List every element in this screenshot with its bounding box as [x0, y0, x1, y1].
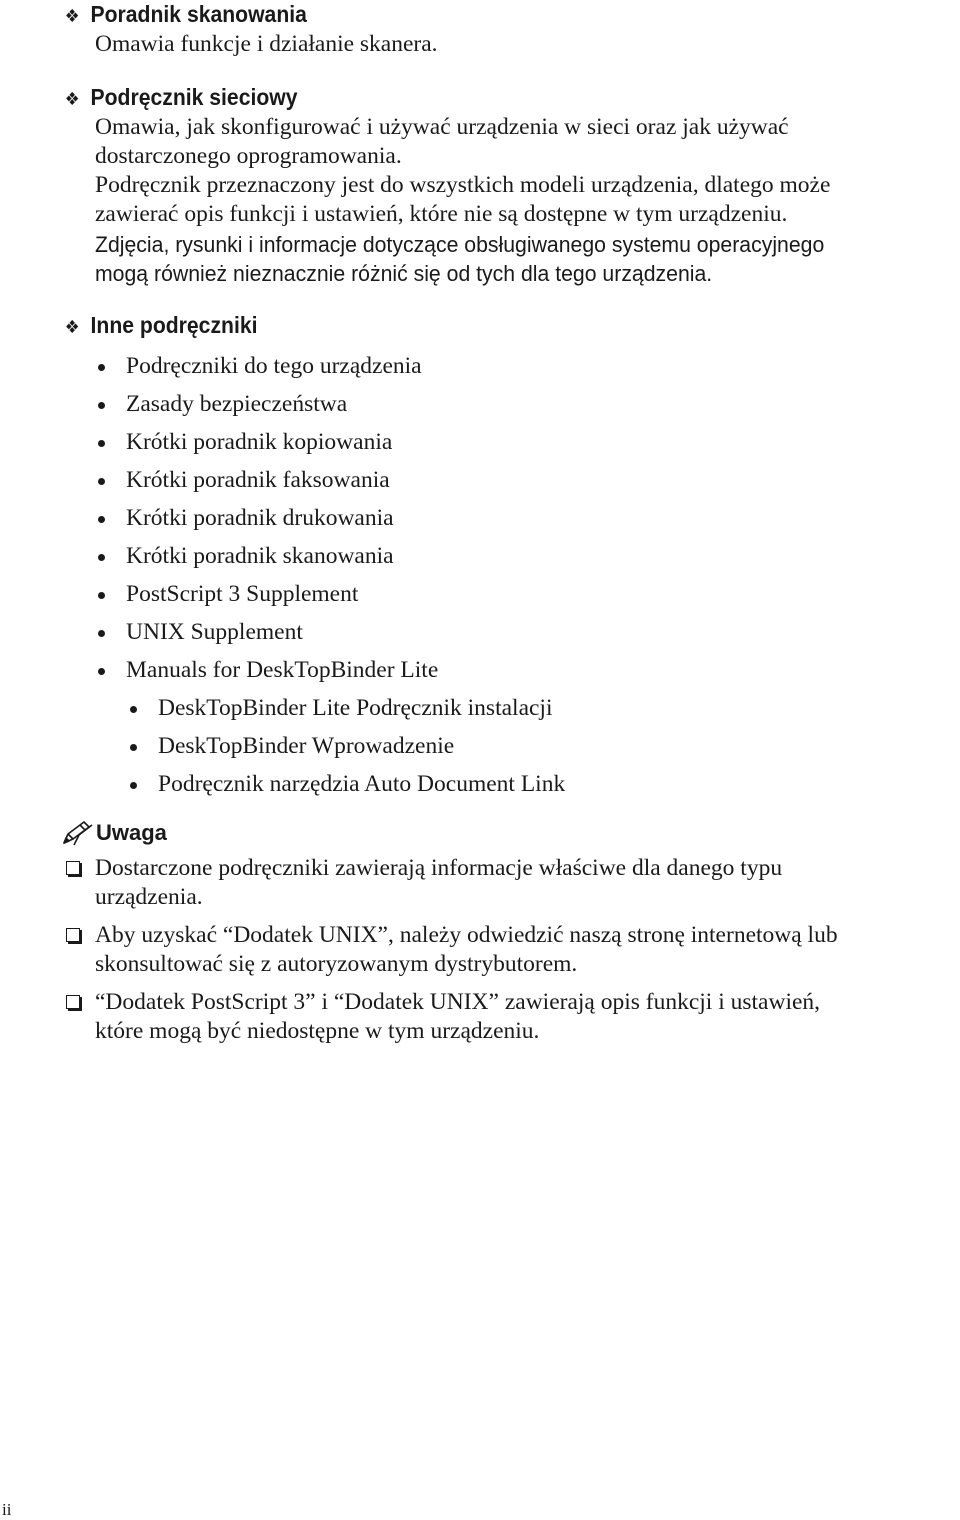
bullet-icon — [98, 402, 105, 409]
section-text-line: dostarczonego oprogramowania. — [95, 143, 402, 169]
list-item: Krótki poradnik drukowania — [126, 504, 394, 533]
checkbox-square-icon — [66, 861, 80, 875]
bullet-icon — [130, 782, 137, 789]
section-text-line: Omawia funkcje i działanie skanera. — [95, 31, 438, 57]
list-subitem: Podręcznik narzędzia Auto Document Link — [158, 770, 565, 799]
section-title: Inne podręczniki — [90, 312, 258, 338]
section-heading-other-manuals — [62, 311, 257, 342]
note-text-line: które mogą być niedostępne w tym urządzeniu. — [95, 1018, 540, 1044]
list-item: Krótki poradnik skanowania — [126, 542, 394, 571]
section-text-line: Zdjęcia, rysunki i informacje dotyczące obsługiwanego systemu operacyjnego — [95, 232, 825, 257]
page-number: ii — [2, 1500, 12, 1519]
list-item: Podręczniki do tego urządzenia — [126, 352, 422, 381]
section-text-line: Omawia, jak skonfigurować i używać urządzenia w sieci oraz jak używać — [95, 114, 789, 140]
checkbox-square-icon — [66, 928, 80, 942]
checkbox-square-icon — [66, 995, 80, 1009]
note-text-line: skonsultować się z autoryzowanym dystrybutorem. — [95, 951, 578, 977]
list-item: Zasady bezpieczeństwa — [126, 390, 347, 419]
bullet-icon — [98, 554, 105, 561]
four-diamond-icon: ❖ — [64, 89, 80, 110]
list-subitem: DeskTopBinder Wprowadzenie — [158, 732, 454, 761]
bullet-icon — [98, 440, 105, 447]
bullet-icon — [130, 706, 137, 713]
section-text-line: zawierać opis funkcji i ustawień, które nie są dostępne w tym urządzeniu. — [95, 201, 788, 227]
bullet-icon — [130, 744, 137, 751]
list-item: PostScript 3 Supplement — [126, 580, 358, 609]
note-text-line: “Dodatek PostScript 3” i “Dodatek UNIX” zawierają opis funkcji i ustawień, — [95, 989, 821, 1015]
note-text-line: urządzenia. — [95, 884, 203, 910]
bullet-icon — [98, 478, 105, 485]
section-title: Podręcznik sieciowy — [90, 84, 298, 110]
list-subitem: DeskTopBinder Lite Podręcznik instalacji — [158, 694, 553, 723]
list-item: Manuals for DeskTopBinder Lite — [126, 656, 438, 685]
bullet-icon — [98, 630, 105, 637]
section-heading-scanning — [62, 0, 307, 31]
section-title: Poradnik skanowania — [90, 1, 307, 27]
four-diamond-icon: ❖ — [64, 6, 80, 27]
note-text-line: Dostarczone podręczniki zawierają informacje właściwe dla danego typu — [95, 855, 783, 881]
section-heading-network — [62, 83, 298, 114]
note-title: Uwaga — [96, 820, 167, 846]
note-heading — [60, 818, 167, 847]
bullet-icon — [98, 668, 105, 675]
four-diamond-icon: ❖ — [64, 317, 80, 338]
list-item: Krótki poradnik faksowania — [126, 466, 390, 495]
section-text-line: Podręcznik przeznaczony jest do wszystkich modeli urządzenia, dlatego może — [95, 172, 831, 198]
bullet-icon — [98, 364, 105, 371]
section-text-line: mogą również nieznacznie różnić się od tych dla tego urządzenia. — [95, 261, 713, 286]
list-item: Krótki poradnik kopiowania — [126, 428, 392, 457]
bullet-icon — [98, 516, 105, 523]
pencil-icon — [60, 819, 94, 847]
bullet-icon — [98, 592, 105, 599]
list-item: UNIX Supplement — [126, 618, 303, 647]
note-text-line: Aby uzyskać “Dodatek UNIX”, należy odwiedzić naszą stronę internetową lub — [95, 922, 838, 948]
